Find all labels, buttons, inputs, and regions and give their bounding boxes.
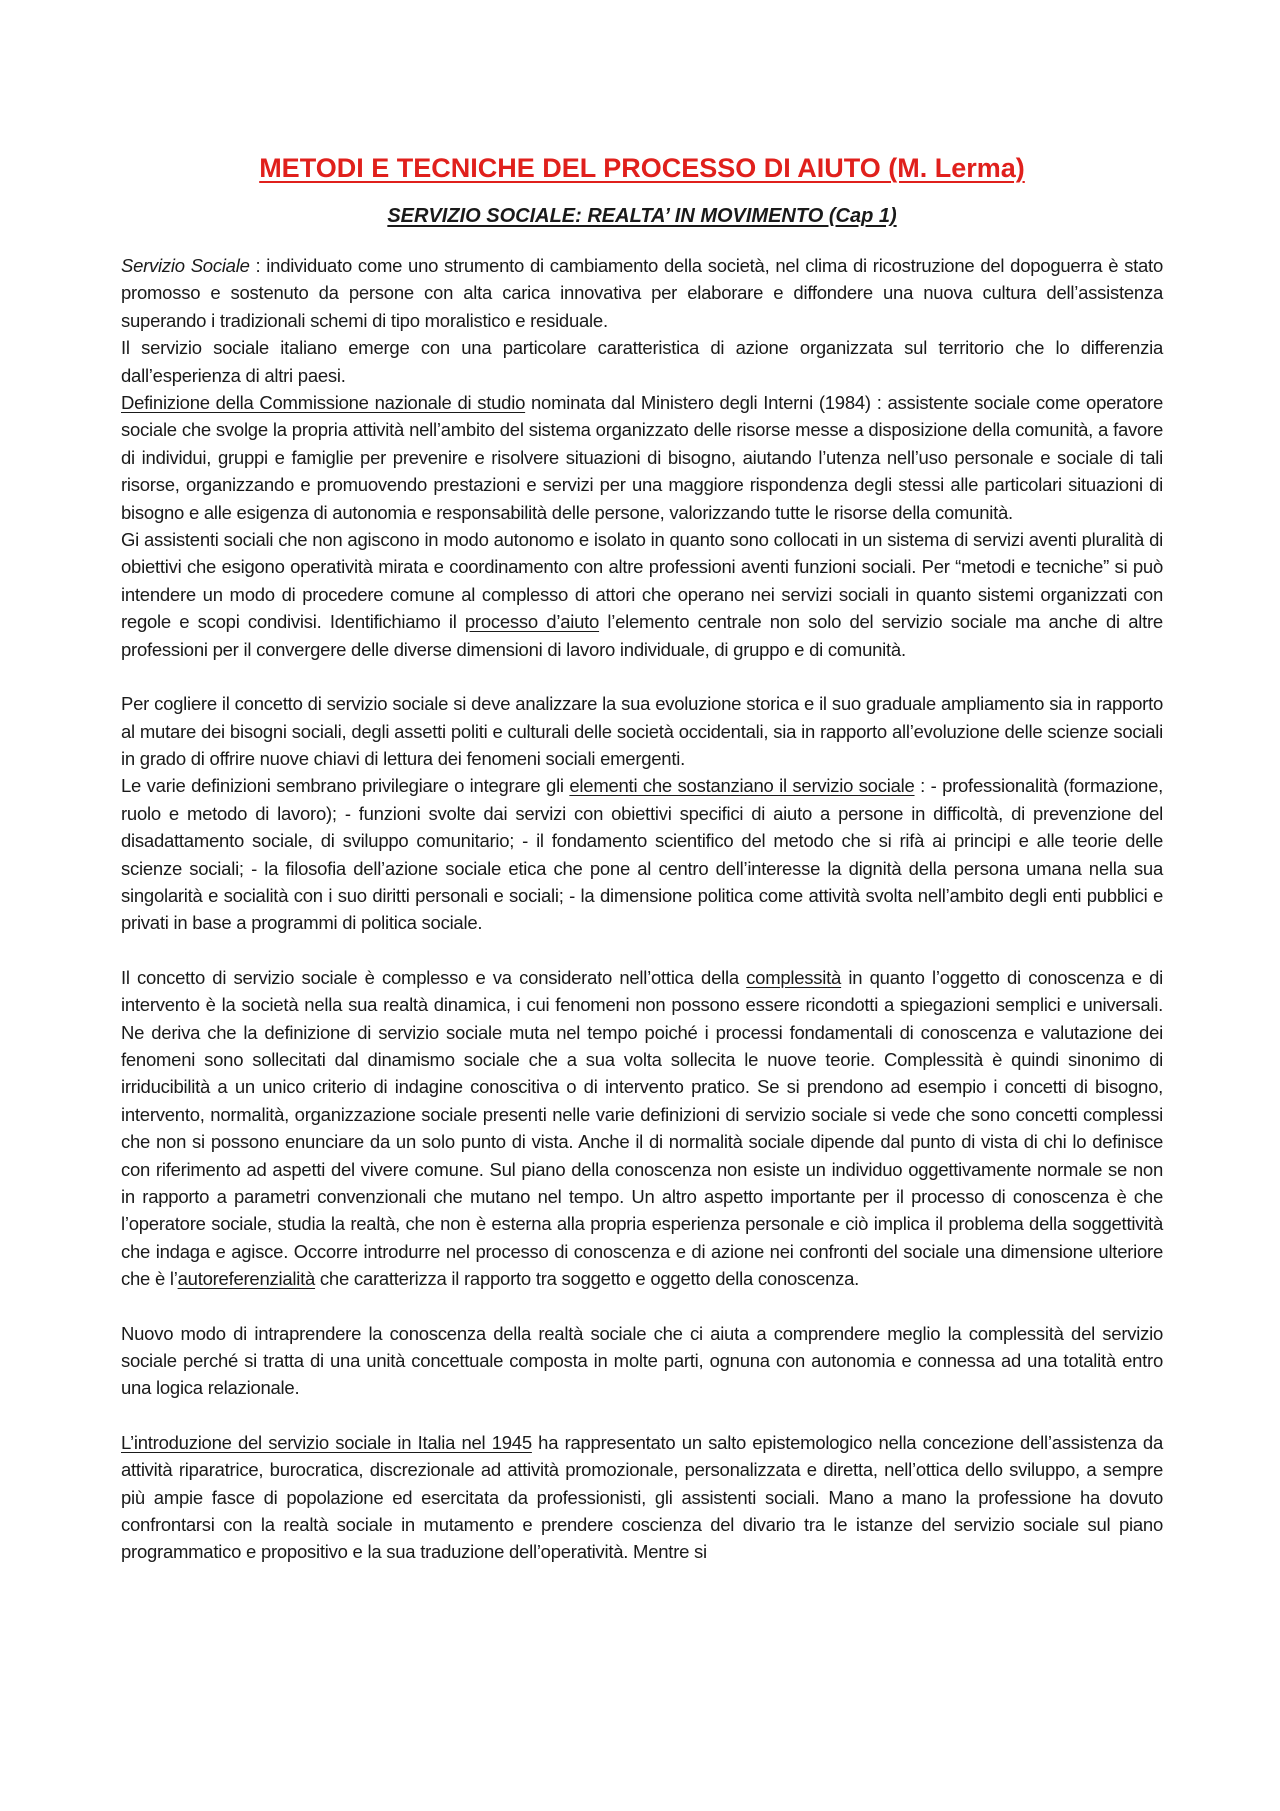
underlined-autoreferenzialita: autoreferenzialità bbox=[177, 1268, 316, 1290]
document-title: METODI E TECNICHE DEL PROCESSO DI AIUTO (M. Lerma) bbox=[259, 153, 1025, 183]
underlined-processo-aiuto: processo d’aiuto bbox=[464, 611, 600, 633]
chapter-subtitle: SERVIZIO SOCIALE: REALTA’ IN MOVIMENTO (Cap 1) bbox=[387, 205, 897, 227]
term-servizio-sociale: Servizio Sociale bbox=[121, 255, 250, 276]
paragraph-servizio-italiano: Il servizio sociale italiano emerge con una particolare caratteristica di azione organizzata sul territorio che lo differenzia dall’esperienza di altri paesi. bbox=[121, 337, 1163, 386]
underlined-complessita: complessità bbox=[746, 966, 842, 988]
paragraph-definizione-commissione: Definizione della Commissione nazionale di studio nominata dal Ministero degli Interni (1984) : assistente sociale come operatore sociale che svolge la propria attività nell’ambito del sistema organizzato delle risorse messe a disposizione della comunità, a favore di individui, gruppi e famiglie per prevenire e risolvere situazioni di bisogno, aiutando l’utenza nell’uso personale e sociale di tali risorse, organizzando e promuovendo prestazioni e servizi per una maggiore rispondenza degli stessi alle particolari situazioni di bisogno e alle esigenza di autonomia e responsabilità delle persone, valorizzando tutte le risorse della comunità. bbox=[121, 392, 1163, 523]
paragraph-gap bbox=[121, 1402, 1163, 1429]
paragraph-gap bbox=[121, 663, 1163, 690]
paragraph-complessita: Il concetto di servizio sociale è complesso e va considerato nell’ottica della complessità in quanto l’oggetto di conoscenza e di intervento è la società nella sua realtà dinamica, i cui fenomeni non possono essere ricondotti a spiegazioni semplici e universali. Ne deriva che la definizione di servizio sociale muta nel tempo poiché i processi fondamentali di conoscenza e valutazione dei fenomeni sono sollecitati dal dinamismo sociale che a sua volta sollecita le nuove teorie. Complessità è quindi sinonimo di irriducibilità a un unico criterio di indagine conoscitiva o di intervento pratico. Se si prendono ad esempio i concetti di bisogno, intervento, normalità, organizzazione sociale presenti nelle varie definizioni di servizio sociale si vede che sono concetti complessi che non si possono enunciare da un solo punto di vista. Anche il di normalità sociale dipende dal punto di vista di chi lo definisce con riferimento ad aspetti del vivere comune. Sul piano della conoscenza non esiste un individuo oggettivamente normale se non in rapporto a parametri convenzionali che mutano nel tempo. Un altro aspetto importante per il processo di conoscenza è che l’operatore sociale, studia la realtà, che non è esterna alla propria esperienza personale e ciò implica il problema della soggettività che indaga e agisce. Occorre introdurre nel processo di conoscenza e di azione nei confronti del sociale una dimensione ulteriore che è l’autoreferenzialità che caratterizza il rapporto tra soggetto e oggetto della conoscenza. bbox=[121, 966, 1163, 1290]
underlined-introduzione: L’introduzione del servizio sociale in Italia nel 1945 bbox=[121, 1431, 532, 1453]
paragraph-gap bbox=[121, 937, 1163, 964]
paragraph-nuovo-modo: Nuovo modo di intraprendere la conoscenza della realtà sociale che ci aiuta a comprendere meglio la complessità del servizio sociale perché si tratta di una unità concettuale composta in molte parti, ognuna con autonomia e connessa ad una totalità entro una logica relazionale. bbox=[121, 1322, 1163, 1399]
paragraph-assistenti-sociali: Gi assistenti sociali che non agiscono in modo autonomo e isolato in quanto sono collocati in un sistema di servizi aventi pluralità di obiettivi che esigono operatività mirata e coordinamento con altre professioni aventi funzioni sociali. Per “metodi e tecniche” si può intendere un modo di procedere comune al complesso di attori che operano nei servizi sociali in quanto sistemi organizzati con regole e scopi condivisi. Identifichiamo il processo d’aiuto l’elemento centrale non solo del servizio sociale ma anche di altre professioni per il convergere delle diverse dimensioni di lavoro individuale, di gruppo e di comunità. bbox=[121, 529, 1163, 660]
paragraph-evoluzione-storica: Per cogliere il concetto di servizio sociale si deve analizzare la sua evoluzione storica e il suo graduale ampliamento sia in rapporto al mutare dei bisogni sociali, degli assetti politi e culturali delle società occidentali, sia in rapporto all’evoluzione delle scienze sociali in grado di offrire nuove chiavi di lettura dei fenomeni sociali emergenti. bbox=[121, 693, 1163, 769]
underlined-definizione: Definizione della Commissione nazionale di studio bbox=[121, 392, 526, 414]
paragraph-gap bbox=[121, 1293, 1163, 1320]
paragraph-introduzione-1945: L’introduzione del servizio sociale in Italia nel 1945 ha rappresentato un salto epistemologico nella concezione dell’assistenza da attività riparatrice, burocratica, discrezionale ad attività promozionale, personalizzata e diretta, nell’ottica dello sviluppo, a sempre più ampie fasce di popolazione ed esercitata da professionisti, gli assistenti sociali. Mano a mano la professione ha dovuto confrontarsi con la realtà sociale in mutamento e prendere coscienza del divario tra le istanze del servizio sociale sul piano programmatico e propositivo e la sua traduzione dell’operatività. Mentre si bbox=[121, 1431, 1163, 1563]
document-page bbox=[121, 150, 1163, 1566]
underlined-elementi: elementi che sostanziano il servizio sociale bbox=[569, 775, 915, 797]
paragraph-servizio-sociale: Servizio Sociale : individuato come uno strumento di cambiamento della società, nel clima di ricostruzione del dopoguerra è stato promosso e sostenuto da persone con alta carica innovativa per elaborare e diffondere una nuova cultura dell’assistenza superando i tradizionali schemi di tipo moralistico e residuale. bbox=[121, 255, 1163, 331]
paragraph-elementi: Le varie definizioni sembrano privilegiare o integrare gli elementi che sostanziano il servizio sociale : - professionalità (formazione, ruolo e metodo di lavoro); - funzioni svolte dai servizi con obiettivi specifici di aiuto a persone in difficoltà, di prevenzione del disadattamento sociale, di sviluppo comunitario; - il fondamento scientifico del metodo che si rifà ai principi e alle teorie delle scienze sociali; - la filosofia dell’azione sociale etica che pone al centro dell’interesse la dignità della persona umana nella sua singolarità e socialità con i suo diritti personali e sociali; - la dimensione politica come attività svolta nell’ambito degli enti pubblici e privati in base a programmi di politica sociale. bbox=[121, 775, 1164, 934]
